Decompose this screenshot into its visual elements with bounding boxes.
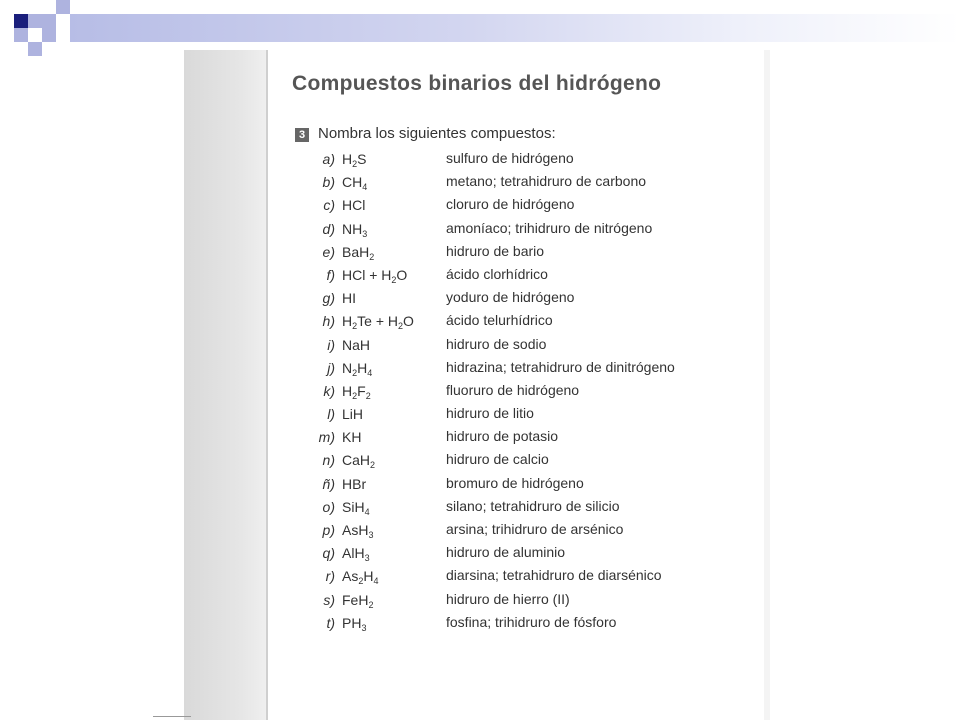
- decor-gradient-bar: [70, 14, 960, 42]
- list-item: [300, 519, 740, 542]
- formula-text: O: [403, 313, 414, 330]
- item-label: l): [327, 406, 335, 423]
- item-label: c): [323, 197, 335, 214]
- formula-text: O: [396, 266, 408, 283]
- formula-text: NH: [342, 220, 363, 237]
- formula-text: Te + H: [357, 313, 398, 330]
- item-label: d): [322, 220, 335, 237]
- list-item: [300, 357, 740, 380]
- list-item: [300, 612, 740, 635]
- list-item: [300, 496, 740, 519]
- item-compound-name: diarsina; tetrahidruro de diarsénico: [446, 567, 662, 584]
- formula-text: F: [357, 382, 366, 399]
- item-formula: [342, 499, 370, 515]
- item-compound-name: ácido telurhídrico: [446, 312, 553, 329]
- item-formula: [342, 383, 371, 399]
- item-label: q): [322, 545, 335, 562]
- formula-subscript: 2: [352, 390, 358, 401]
- item-formula: [342, 221, 367, 237]
- item-formula: [342, 545, 370, 564]
- formula-subscript: 2: [352, 321, 358, 332]
- list-item: [300, 403, 740, 426]
- item-compound-name: amoníaco; trihidruro de nitrógeno: [446, 219, 653, 236]
- list-item: [300, 426, 740, 449]
- item-label: ñ): [322, 475, 335, 492]
- exercise-number-badge: 3: [295, 128, 309, 142]
- formula-text: AsH: [342, 522, 369, 538]
- list-item: [300, 473, 740, 496]
- list-item: [300, 542, 740, 565]
- decor-square-dark: [14, 14, 28, 28]
- formula-text: CH: [342, 174, 363, 191]
- item-formula: [342, 267, 407, 283]
- compound-list: [300, 148, 740, 635]
- item-label: e): [322, 243, 335, 260]
- decor-square-light: [56, 0, 70, 14]
- formula-subscript: 3: [361, 622, 367, 633]
- formula-text: NaH: [342, 336, 371, 353]
- page-edge: [764, 50, 770, 720]
- item-label: f): [326, 266, 335, 283]
- item-formula: [342, 197, 365, 213]
- formula-text: HBr: [342, 475, 367, 492]
- formula-subscript: 4: [373, 576, 379, 587]
- formula-text: BaH: [342, 243, 370, 260]
- page-title: Compuestos binarios del hidrógeno: [292, 72, 662, 95]
- item-formula: [342, 615, 366, 631]
- item-label: b): [322, 174, 335, 191]
- formula-text: SiH: [342, 498, 365, 515]
- item-formula: [342, 406, 363, 422]
- item-compound-name: hidruro de sodio: [446, 335, 547, 352]
- item-formula: [342, 174, 368, 193]
- footer-rule: [153, 716, 191, 717]
- item-compound-name: hidruro de aluminio: [446, 544, 566, 561]
- formula-text: HCl: [342, 197, 366, 214]
- formula-subscript: 2: [352, 159, 358, 169]
- list-item: [300, 241, 740, 264]
- item-formula: [342, 452, 376, 471]
- formula-subscript: 2: [368, 599, 374, 610]
- list-item: [300, 334, 740, 357]
- list-item: [300, 194, 740, 217]
- item-label: p): [322, 522, 335, 538]
- decor-square-light: [28, 42, 42, 56]
- item-compound-name: ácido clorhídrico: [446, 265, 548, 282]
- item-formula: [342, 592, 373, 608]
- decor-square-light: [42, 14, 56, 28]
- formula-subscript: 2: [370, 460, 376, 471]
- page-fold-line: [266, 50, 268, 720]
- formula-text: HI: [342, 290, 356, 307]
- list-item: [300, 218, 740, 241]
- list-item: [300, 449, 740, 472]
- item-formula: [342, 429, 361, 445]
- formula-text: HCl + H: [342, 266, 392, 283]
- formula-text: FeH: [342, 591, 369, 608]
- formula-text: S: [357, 151, 367, 167]
- formula-text: PH: [342, 614, 362, 631]
- item-label: n): [322, 452, 335, 469]
- item-label: s): [323, 591, 335, 608]
- item-compound-name: cloruro de hidrógeno: [446, 196, 575, 213]
- formula-subscript: 2: [358, 576, 364, 587]
- item-compound-name: yoduro de hidrógeno: [446, 289, 575, 306]
- item-formula: [342, 476, 366, 492]
- item-formula: [342, 151, 366, 167]
- list-item: [300, 171, 740, 194]
- item-compound-name: bromuro de hidrógeno: [446, 474, 584, 491]
- list-item: [300, 287, 740, 310]
- formula-text: LiH: [342, 406, 364, 423]
- item-formula: [342, 568, 379, 587]
- item-formula: [342, 244, 374, 260]
- decor-square-light: [14, 28, 28, 42]
- formula-text: H: [363, 568, 374, 585]
- item-label: j): [327, 359, 335, 376]
- formula-text: H: [342, 151, 353, 167]
- formula-text: H: [342, 313, 353, 330]
- item-label: o): [322, 498, 335, 515]
- item-formula: [342, 522, 373, 538]
- formula-subscript: 2: [365, 390, 371, 401]
- formula-subscript: 2: [391, 274, 397, 285]
- item-label: t): [326, 614, 335, 631]
- formula-subscript: 4: [364, 506, 370, 517]
- formula-text: CaH: [342, 452, 371, 469]
- list-item: [300, 565, 740, 588]
- item-compound-name: arsina; trihidruro de arsénico: [446, 521, 624, 537]
- formula-subscript: 4: [367, 367, 373, 378]
- item-formula: [342, 337, 370, 353]
- item-compound-name: sulfuro de hidrógeno: [446, 150, 574, 166]
- formula-text: KH: [342, 429, 362, 446]
- formula-subscript: 3: [362, 228, 368, 239]
- formula-text: As: [342, 568, 359, 585]
- formula-subscript: 3: [364, 553, 370, 564]
- item-label: i): [327, 336, 335, 353]
- item-compound-name: hidrazina; tetrahidruro de dinitrógeno: [446, 358, 675, 375]
- formula-text: H: [357, 359, 368, 376]
- formula-subscript: 2: [369, 251, 375, 262]
- item-compound-name: fosfina; trihidruro de fósforo: [446, 613, 617, 630]
- item-compound-name: hidruro de calcio: [446, 451, 549, 468]
- formula-subscript: 2: [398, 321, 404, 332]
- item-label: r): [325, 568, 335, 585]
- formula-subscript: 3: [368, 530, 374, 540]
- formula-text: H: [342, 382, 353, 399]
- item-compound-name: hidruro de hierro (II): [446, 590, 570, 607]
- item-label: m): [318, 429, 335, 446]
- item-compound-name: fluoruro de hidrógeno: [446, 381, 580, 398]
- item-label: g): [322, 290, 335, 307]
- formula-text: N: [342, 359, 353, 376]
- list-item: [300, 264, 740, 287]
- item-compound-name: silano; tetrahidruro de silicio: [446, 497, 620, 514]
- item-formula: [342, 313, 414, 332]
- item-compound-name: hidruro de bario: [446, 242, 545, 259]
- item-compound-name: metano; tetrahidruro de carbono: [446, 173, 647, 190]
- item-compound-name: hidruro de potasio: [446, 428, 559, 445]
- exercise-instruction: Nombra los siguientes compuestos:: [318, 125, 556, 142]
- page-gutter-shadow: [184, 50, 266, 720]
- formula-subscript: 4: [362, 182, 368, 193]
- item-compound-name: hidruro de litio: [446, 405, 534, 422]
- item-formula: [342, 290, 356, 306]
- list-item: [300, 310, 740, 333]
- list-item: [300, 380, 740, 403]
- decor-square-light: [42, 28, 56, 42]
- list-item: [300, 589, 740, 612]
- item-label: h): [322, 313, 335, 330]
- formula-text: AlH: [342, 545, 365, 562]
- formula-subscript: 2: [352, 367, 358, 378]
- item-label: k): [323, 382, 335, 399]
- item-label: a): [322, 151, 335, 167]
- list-item: [300, 148, 740, 171]
- decor-square-light: [28, 14, 42, 28]
- item-formula: [342, 360, 372, 376]
